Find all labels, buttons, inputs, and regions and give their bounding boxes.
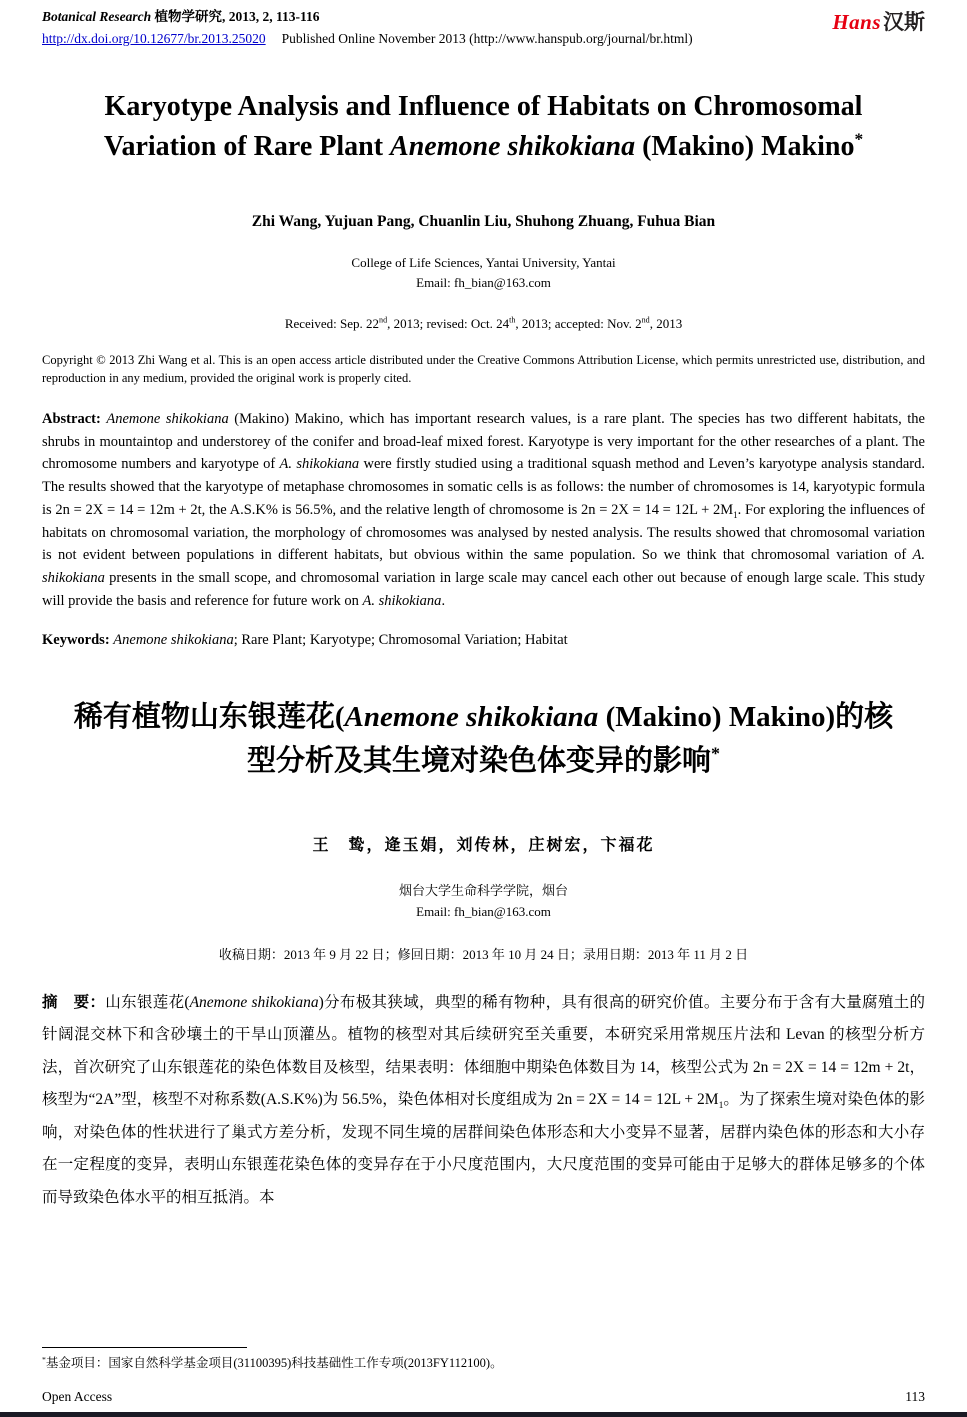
- footnote: *基金项目：国家自然科学基金项目(31100395)科技基础性工作专项(2013FY112100)。: [42, 1354, 503, 1370]
- paper-title-zh: 稀有植物山东银莲花(Anemone shikokiana (Makino) Makino)的核型分析及其生境对染色体变异的影响*: [73, 700, 894, 778]
- header: [42, 8, 925, 47]
- copyright-notice: Copyright © 2013 Zhi Wang et al. This is an open access article distributed under the Creative Commons Attribution License, which permits unrestricted use, distribution, and reproduction in any medium, provided the original work is properly cited.: [42, 353, 925, 386]
- abstract-zh: 摘 要：山东银莲花(Anemone shikokiana)分布极其狭域，典型的稀有物种，具有很高的研究价值。主要分布于含有大量腐殖土的针阔混交林下和含砂壤土的干旱山顶灌丛。植物的核型对其后续研究至关重要，本研究采用常规压片法和 Levan 的核型分析方法，首次研究了山东银莲花的染色体数目及核型，结果表明：体细胞中期染色体数目为 14，核型公式为 2n = 2X = 14 = 12m + 2t，核型为“2A”型，核型不对称系数(A.S.K%)为 56.5%，染色体相对长度组成为 $2n = 2X = 14 = 12L + 2M_1$。为了探索生境对染色体的影响，对染色体的性状进行了巢式方差分析，发现不同生境的居群间染色体形态和大小变异不显著，居群内染色体的形态和大小存在一定程度的变异，表明山东银莲花染色体的变异存在于小尺度范围内，大尺度范围的变异可能由于足够大的群体足够多的个体而导致染色体水平的相互抵消。本: [42, 993, 925, 1206]
- authors-zh: 王 鸷，逄玉娟，刘传林，庄树宏，卞福花: [312, 837, 655, 855]
- hans-logo-en: Hans: [832, 10, 881, 34]
- received-dates-zh: 收稿日期：2013 年 9 月 22 日；修回日期：2013 年 10 月 24 日；录用日期：2013 年 11 月 2 日: [218, 946, 749, 962]
- footnote-separator: [42, 1347, 247, 1348]
- published-info: Published Online November 2013 (http://www.hanspub.org/journal/br.html): [281, 31, 693, 47]
- affiliation-block-zh: [42, 881, 925, 921]
- affiliation-zh: 烟台大学生命科学学院，烟台: [398, 883, 568, 899]
- abstract-en: Abstract: Anemone shikokiana (Makino) Makino, which has important research values, is a rare plant. The species has two different habitats, the shrubs in mountaintop and understorey of the conifer and broad-leaf mixed forest. Karyotype is very important for the other researches of a plant. The chromosome numbers and karyotype of A. shikokiana were firstly studied using a traditional squash method and Leven’s karyotype analysis standard. The results showed that the karyotype of metaphase chromosomes in somatic cells is as follows: the number of chromosomes is 14, karyotypic formula is 2n = 2X = 14 = 12m + 2t, the A.S.K% is 56.5%, and the relative length of chromosome is $2n = 2X = 14 = 12L + 2M_1$. For exploring the influences of habitats on chromosomal variation, the morphology of chromosomes was analysed by nested analysis. The results showed that chromosomal variation is not evident between populations in different habitats, but obvious within the same population. So we think that chromosomal variation of A. shikokiana presents in the small scope, and chromosomal variation in large scale may cancel each other out because of enough large scale. This study will provide the basis and reference for future work on A. shikokiana.: [42, 410, 926, 609]
- keywords: Keywords: Anemone shikokiana; Rare Plant; Karyotype; Chromosomal Variation; Habitat: [42, 631, 568, 648]
- hans-logo-zh: 汉斯: [883, 10, 925, 34]
- email-en: Email: fh_bian@163.com: [416, 274, 551, 290]
- journal-info: Botanical Research 植物学研究, 2013, 2, 113-116: [42, 9, 320, 24]
- received-dates-en: Received: Sep. 22nd, 2013; revised: Oct. 24th, 2013; accepted: Nov. 2nd, 2013: [284, 315, 683, 332]
- paper-title-en: Karyotype Analysis and Influence of Habitats on Chromosomal Variation of Rare Plant Anemone shikokiana (Makino) Makino*: [103, 91, 864, 163]
- bottom-bar: [0, 1412, 967, 1417]
- doi-line: [42, 31, 693, 47]
- open-access-label: Open Access: [42, 1389, 113, 1404]
- header-left: [42, 8, 693, 47]
- page-number: 113: [905, 1389, 925, 1404]
- footer: [42, 1389, 925, 1405]
- hans-logo: [832, 6, 925, 36]
- footnote-block: [42, 1347, 925, 1371]
- doi-link[interactable]: http://dx.doi.org/10.12677/br.2013.25020: [42, 31, 266, 47]
- affiliation-en: College of Life Sciences, Yantai University, Yantai: [351, 255, 616, 271]
- email-zh: Email: fh_bian@163.com: [416, 903, 551, 919]
- authors-en: Zhi Wang, Yujuan Pang, Chuanlin Liu, Shuhong Zhuang, Fuhua Bian: [251, 213, 716, 231]
- affiliation-block-en: [42, 253, 925, 292]
